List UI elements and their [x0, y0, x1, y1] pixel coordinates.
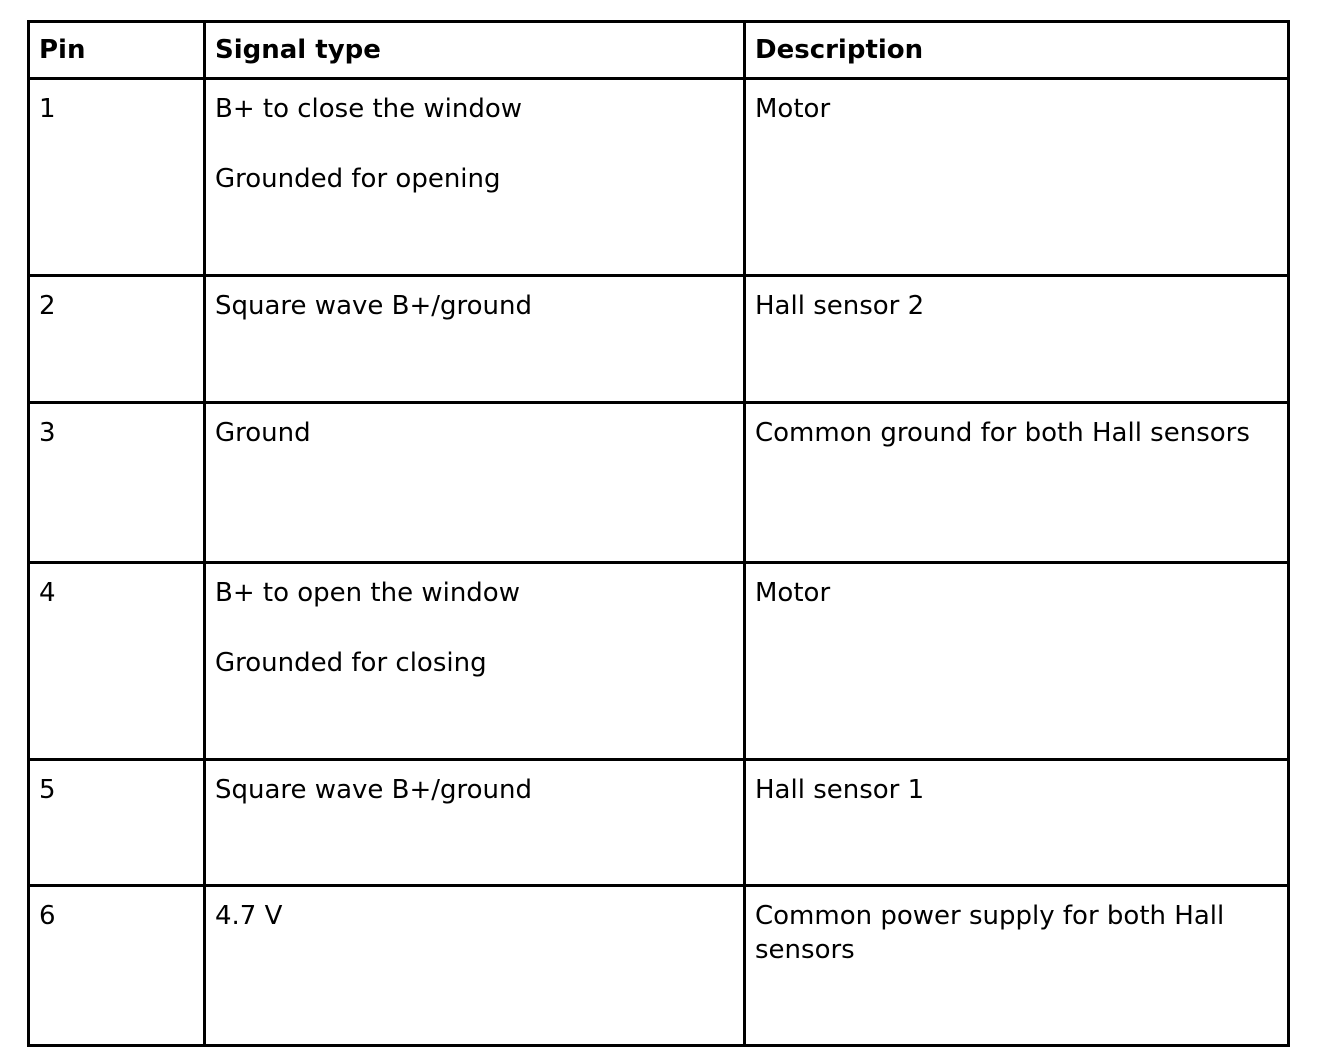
description-cell: Hall sensor 2	[745, 276, 1289, 403]
signal-type-cell	[205, 403, 745, 563]
header-description: Description	[745, 22, 1289, 79]
signal-line: B+ to open the window	[215, 578, 520, 608]
pin-cell: 6	[29, 886, 205, 1046]
signal-type-cell	[205, 79, 745, 276]
signal-type-cell	[205, 886, 745, 1046]
signal-line: Square wave B+/ground	[215, 775, 533, 805]
signal-line: 4.7 V	[215, 901, 283, 931]
description-cell: Motor	[745, 79, 1289, 276]
table-row	[29, 79, 1289, 276]
table-row	[29, 276, 1289, 403]
signal-line: Grounded for opening	[215, 164, 501, 194]
pin-cell: 2	[29, 276, 205, 403]
signal-type-cell	[205, 563, 745, 760]
signal-line: Square wave B+/ground	[215, 291, 533, 321]
signal-line: Ground	[215, 418, 311, 448]
description-cell: Common power supply for both Hall sensors	[745, 886, 1289, 1046]
pin-signal-table	[27, 20, 1290, 1047]
description-cell: Common ground for both Hall sensors	[745, 403, 1289, 563]
pin-cell: 4	[29, 563, 205, 760]
pin-cell: 1	[29, 79, 205, 276]
signal-line: B+ to close the window	[215, 94, 523, 124]
signal-line: Grounded for closing	[215, 648, 487, 678]
signal-type-cell	[205, 760, 745, 886]
table-header-row	[29, 22, 1289, 79]
pin-cell: 5	[29, 760, 205, 886]
header-signal-type: Signal type	[205, 22, 745, 79]
pin-cell: 3	[29, 403, 205, 563]
table-row	[29, 886, 1289, 1046]
description-cell: Motor	[745, 563, 1289, 760]
signal-type-cell	[205, 276, 745, 403]
table-row	[29, 403, 1289, 563]
table-row	[29, 760, 1289, 886]
table-row	[29, 563, 1289, 760]
description-cell: Hall sensor 1	[745, 760, 1289, 886]
header-pin: Pin	[29, 22, 205, 79]
